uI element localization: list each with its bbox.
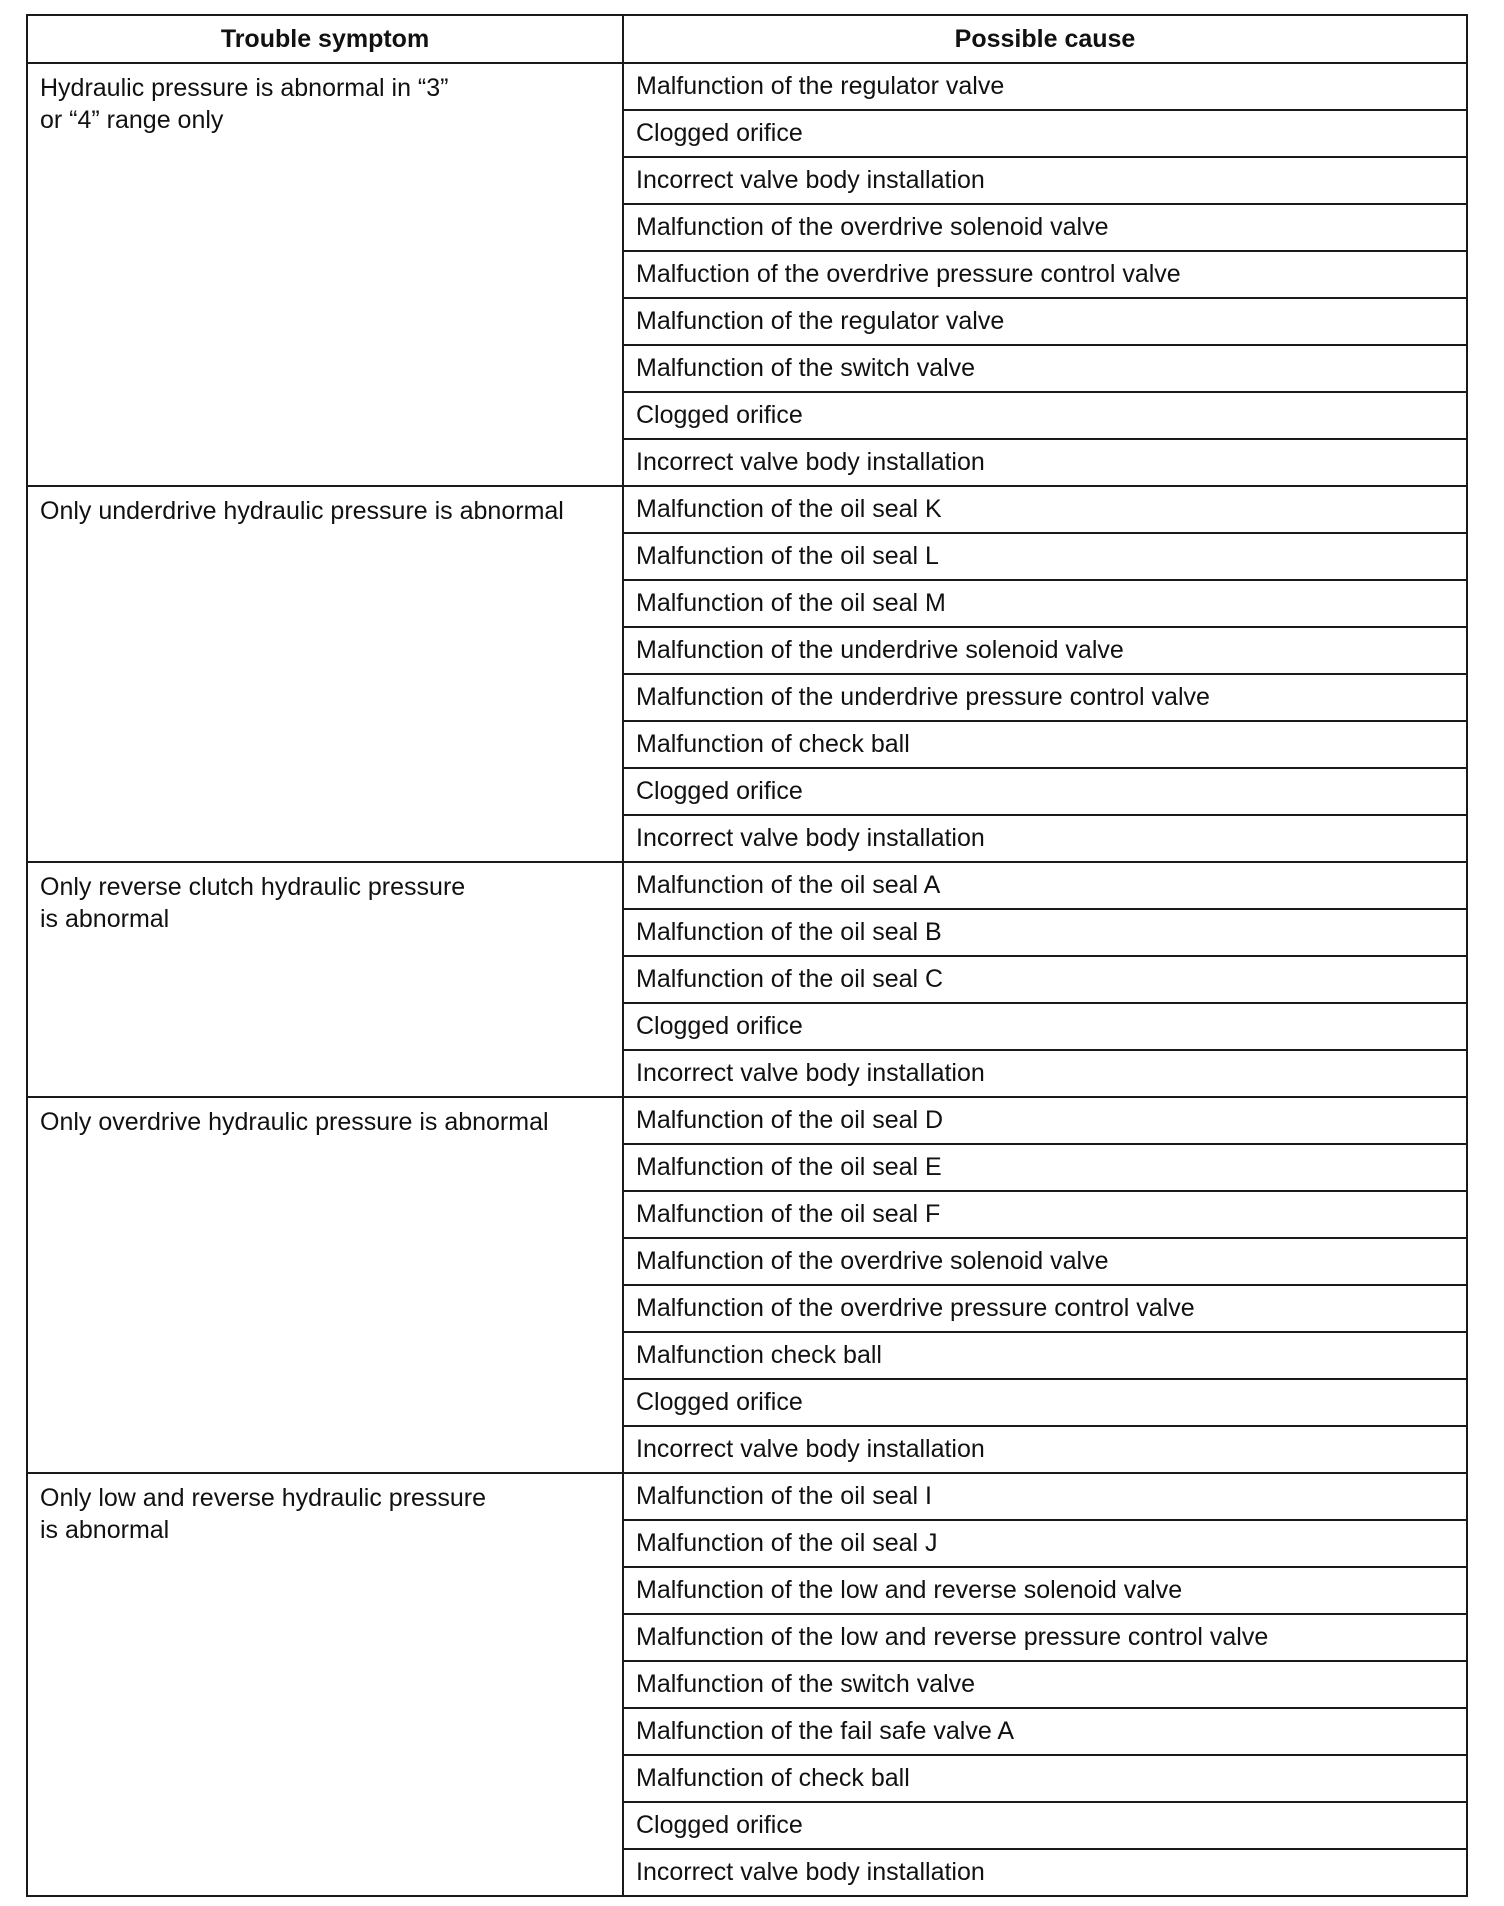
possible-cause-cell: Incorrect valve body installation <box>623 1849 1467 1896</box>
possible-cause-cell: Clogged orifice <box>623 110 1467 157</box>
possible-cause-cell: Incorrect valve body installation <box>623 1050 1467 1097</box>
header-trouble-symptom: Trouble symptom <box>27 15 623 63</box>
table-row <box>27 486 1467 533</box>
table-row <box>27 1097 1467 1144</box>
possible-cause-cell: Malfunction of the oil seal K <box>623 486 1467 533</box>
trouble-symptom-cell: Hydraulic pressure is abnormal in “3” or “4” range only <box>27 63 623 486</box>
possible-cause-cell: Clogged orifice <box>623 392 1467 439</box>
trouble-symptom-cell: Only low and reverse hydraulic pressure is abnormal <box>27 1473 623 1896</box>
possible-cause-cell: Incorrect valve body installation <box>623 439 1467 486</box>
possible-cause-cell: Malfunction of the switch valve <box>623 1661 1467 1708</box>
possible-cause-cell: Malfunction of the regulator valve <box>623 63 1467 110</box>
trouble-symptom-cell: Only overdrive hydraulic pressure is abnormal <box>27 1097 623 1473</box>
table-row <box>27 1473 1467 1520</box>
possible-cause-cell: Malfunction of the oil seal F <box>623 1191 1467 1238</box>
possible-cause-cell: Malfunction of the overdrive solenoid valve <box>623 1238 1467 1285</box>
trouble-symptom-cell: Only reverse clutch hydraulic pressure is abnormal <box>27 862 623 1097</box>
possible-cause-cell: Malfunction of the oil seal B <box>623 909 1467 956</box>
possible-cause-cell: Clogged orifice <box>623 1003 1467 1050</box>
possible-cause-cell: Malfuction of the overdrive pressure control valve <box>623 251 1467 298</box>
possible-cause-cell: Malfunction of the oil seal A <box>623 862 1467 909</box>
table-body <box>27 63 1467 1896</box>
possible-cause-cell: Malfunction of the fail safe valve A <box>623 1708 1467 1755</box>
header-possible-cause: Possible cause <box>623 15 1467 63</box>
possible-cause-cell: Malfunction of the low and reverse pressure control valve <box>623 1614 1467 1661</box>
possible-cause-cell: Malfunction of check ball <box>623 1755 1467 1802</box>
possible-cause-cell: Malfunction of the overdrive pressure control valve <box>623 1285 1467 1332</box>
possible-cause-cell: Malfunction of the regulator valve <box>623 298 1467 345</box>
possible-cause-cell: Malfunction check ball <box>623 1332 1467 1379</box>
possible-cause-cell: Malfunction of the oil seal D <box>623 1097 1467 1144</box>
possible-cause-cell: Malfunction of the switch valve <box>623 345 1467 392</box>
possible-cause-cell: Malfunction of the overdrive solenoid valve <box>623 204 1467 251</box>
possible-cause-cell: Clogged orifice <box>623 1379 1467 1426</box>
possible-cause-cell: Malfunction of the oil seal M <box>623 580 1467 627</box>
possible-cause-cell: Incorrect valve body installation <box>623 157 1467 204</box>
table-row <box>27 63 1467 110</box>
possible-cause-cell: Incorrect valve body installation <box>623 1426 1467 1473</box>
possible-cause-cell: Malfunction of the oil seal E <box>623 1144 1467 1191</box>
possible-cause-cell: Malfunction of the oil seal C <box>623 956 1467 1003</box>
possible-cause-cell: Incorrect valve body installation <box>623 815 1467 862</box>
possible-cause-cell: Malfunction of check ball <box>623 721 1467 768</box>
possible-cause-cell: Clogged orifice <box>623 768 1467 815</box>
trouble-symptom-cell: Only underdrive hydraulic pressure is abnormal <box>27 486 623 862</box>
possible-cause-cell: Clogged orifice <box>623 1802 1467 1849</box>
header-row <box>27 15 1467 63</box>
possible-cause-cell: Malfunction of the underdrive pressure control valve <box>623 674 1467 721</box>
possible-cause-cell: Malfunction of the oil seal J <box>623 1520 1467 1567</box>
table-row <box>27 862 1467 909</box>
possible-cause-cell: Malfunction of the oil seal I <box>623 1473 1467 1520</box>
possible-cause-cell: Malfunction of the underdrive solenoid valve <box>623 627 1467 674</box>
possible-cause-cell: Malfunction of the low and reverse solenoid valve <box>623 1567 1467 1614</box>
possible-cause-cell: Malfunction of the oil seal L <box>623 533 1467 580</box>
trouble-table <box>26 14 1468 1897</box>
